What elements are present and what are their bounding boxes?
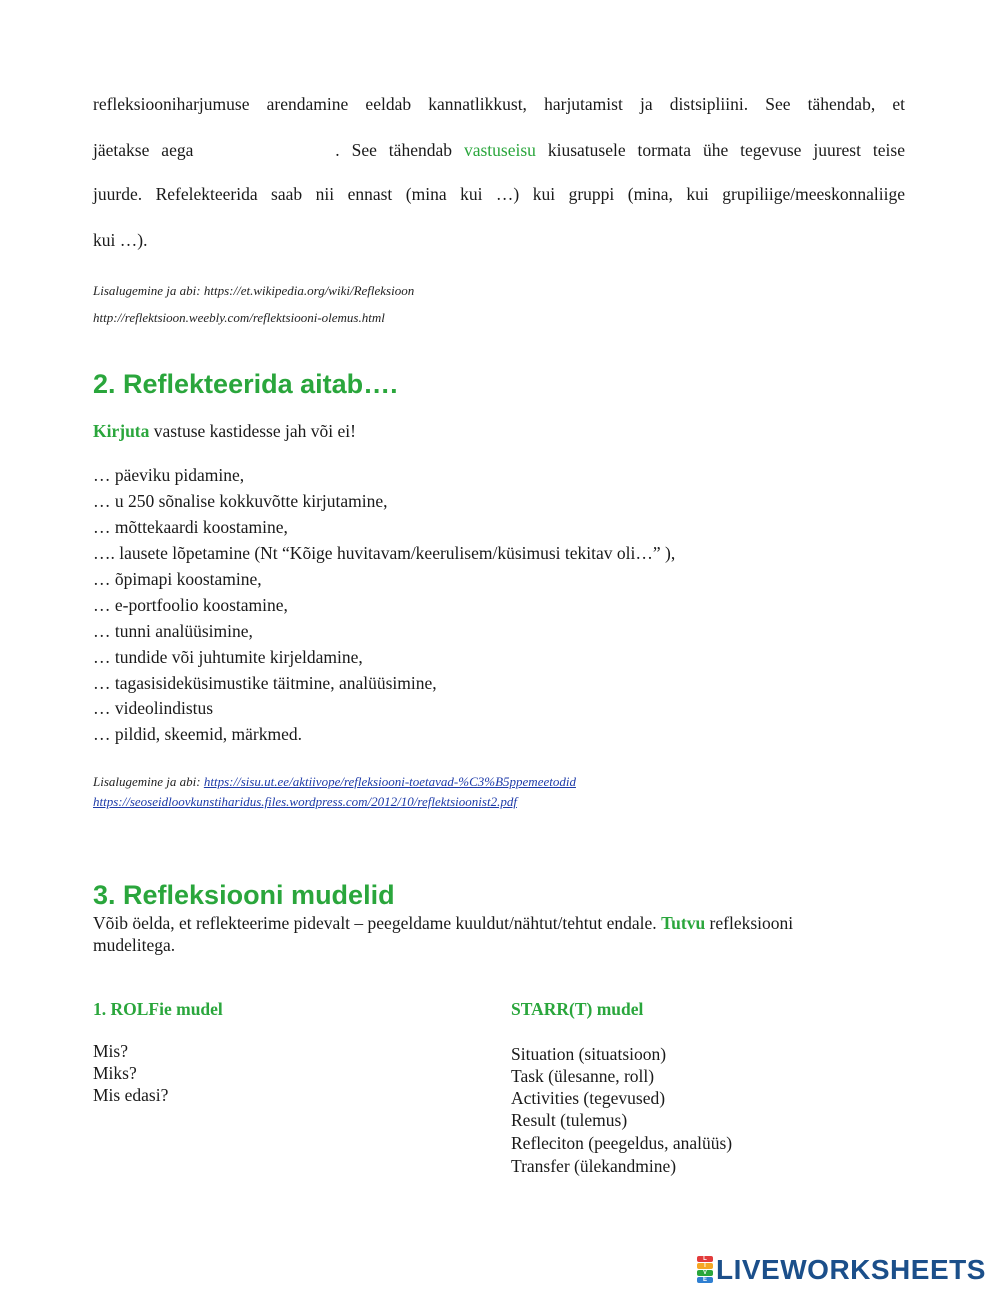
logo-letter: L: [697, 1256, 713, 1262]
section-2-heading: 2. Reflekteerida aitab….: [93, 369, 398, 399]
starrt-item: Result (tulemus): [511, 1110, 628, 1130]
rolfie-item: Mis edasi?: [93, 1085, 169, 1105]
list-item: … u 250 sõnalise kokkuvõtte kirjutamine,: [93, 491, 388, 511]
answer-blank[interactable]: [205, 143, 323, 161]
list-item: … päeviku pidamine,: [93, 465, 245, 485]
intro-line-2-end: kiusatusele tormata ühe tegevuse juurest teise: [547, 140, 906, 160]
logo-letter: I: [697, 1263, 713, 1269]
list-item: … tunni analüüsimine,: [93, 621, 253, 641]
intro-line-4: kui …).: [93, 230, 148, 250]
list-item: … pildid, skeemid, märkmed.: [93, 724, 302, 744]
list-item: … õpimapi koostamine,: [93, 569, 262, 589]
section-3-heading: 3. Refleksiooni mudelid: [93, 880, 395, 910]
link-wordpress-pdf[interactable]: https://seoseidloovkunstiharidus.files.wordpress.com/2012/10/reflektsioonist2.pdf: [93, 794, 517, 809]
starrt-item: Activities (tegevused): [511, 1088, 666, 1108]
intro-line-1: refleksiooniharjumuse arendamine eeldab kannatlikkust, harjutamist ja distsipliini. See tähendab, et: [93, 94, 905, 114]
liveworksheets-logo: [697, 1255, 986, 1285]
logo-letter: E: [697, 1277, 713, 1283]
starrt-item: Refleciton (peegeldus, analüüs): [511, 1133, 733, 1153]
logo-letter: V: [697, 1270, 713, 1276]
intro-green-word: vastuseisu: [463, 140, 536, 160]
intro-line-2-start: jäetakse aega: [93, 140, 194, 160]
section-3-desc-line-2: mudelitega.: [93, 935, 176, 955]
reading-link-2: http://reflektsioon.weebly.com/reflektsiooni-olemus.html: [93, 310, 385, 325]
list-item: …. lausete lõpetamine (Nt “Kõige huvitavam/keerulisem/küsimusi tekitav oli…” ),: [93, 543, 676, 563]
list-item: … e-portfoolio koostamine,: [93, 595, 288, 615]
rolfie-item: Mis?: [93, 1041, 128, 1061]
section-3-desc: [93, 913, 793, 933]
intro-line-3: juurde. Refelekteerida saab nii ennast (mina kui …) kui gruppi (mina, kui grupiliige/meeskonnaliige: [93, 184, 905, 204]
section-2-links-2: [93, 794, 517, 810]
logo-text: LIVEWORKSHEETS: [716, 1254, 986, 1285]
desc-text: Võib öelda, et reflekteerime pidevalt – peegeldame kuuldut/nähtut/tehtut endale.: [93, 913, 662, 933]
intro-line-2: [93, 140, 905, 161]
list-item: … tundide või juhtumite kirjeldamine,: [93, 647, 363, 667]
starrt-item: Transfer (ülekandmine): [511, 1156, 677, 1176]
rolfie-item: Miks?: [93, 1063, 137, 1083]
starrt-item: Situation (situatsioon): [511, 1044, 667, 1064]
intro-line-2-mid: . See tähendab: [335, 140, 452, 160]
instruction-text: vastuse kastidesse jah või ei!: [149, 421, 356, 441]
logo-icon: [697, 1256, 713, 1284]
link-sisu-ut[interactable]: https://sisu.ut.ee/aktiivope/refleksiooni-toetavad-%C3%B5ppemeetodid: [203, 774, 576, 789]
rolfie-title: 1. ROLFie mudel: [93, 999, 223, 1019]
section-2-links: [93, 774, 576, 790]
starrt-item: Task (ülesanne, roll): [511, 1066, 655, 1086]
starrt-title: STARR(T) mudel: [511, 999, 644, 1019]
reading-link-1: Lisalugemine ja abi: https://et.wikipedia.org/wiki/Refleksioon: [93, 283, 415, 298]
list-item: … tagasisideküsimustike täitmine, analüüsimine,: [93, 673, 437, 693]
desc-text-end: refleksiooni: [705, 913, 794, 933]
links-label: Lisalugemine ja abi:: [93, 774, 204, 789]
list-item: … mõttekaardi koostamine,: [93, 517, 288, 537]
list-item: … videolindistus: [93, 698, 214, 718]
section-2-instruction: [93, 421, 356, 441]
instruction-keyword: Kirjuta: [93, 421, 150, 441]
desc-keyword: Tutvu: [661, 913, 706, 933]
